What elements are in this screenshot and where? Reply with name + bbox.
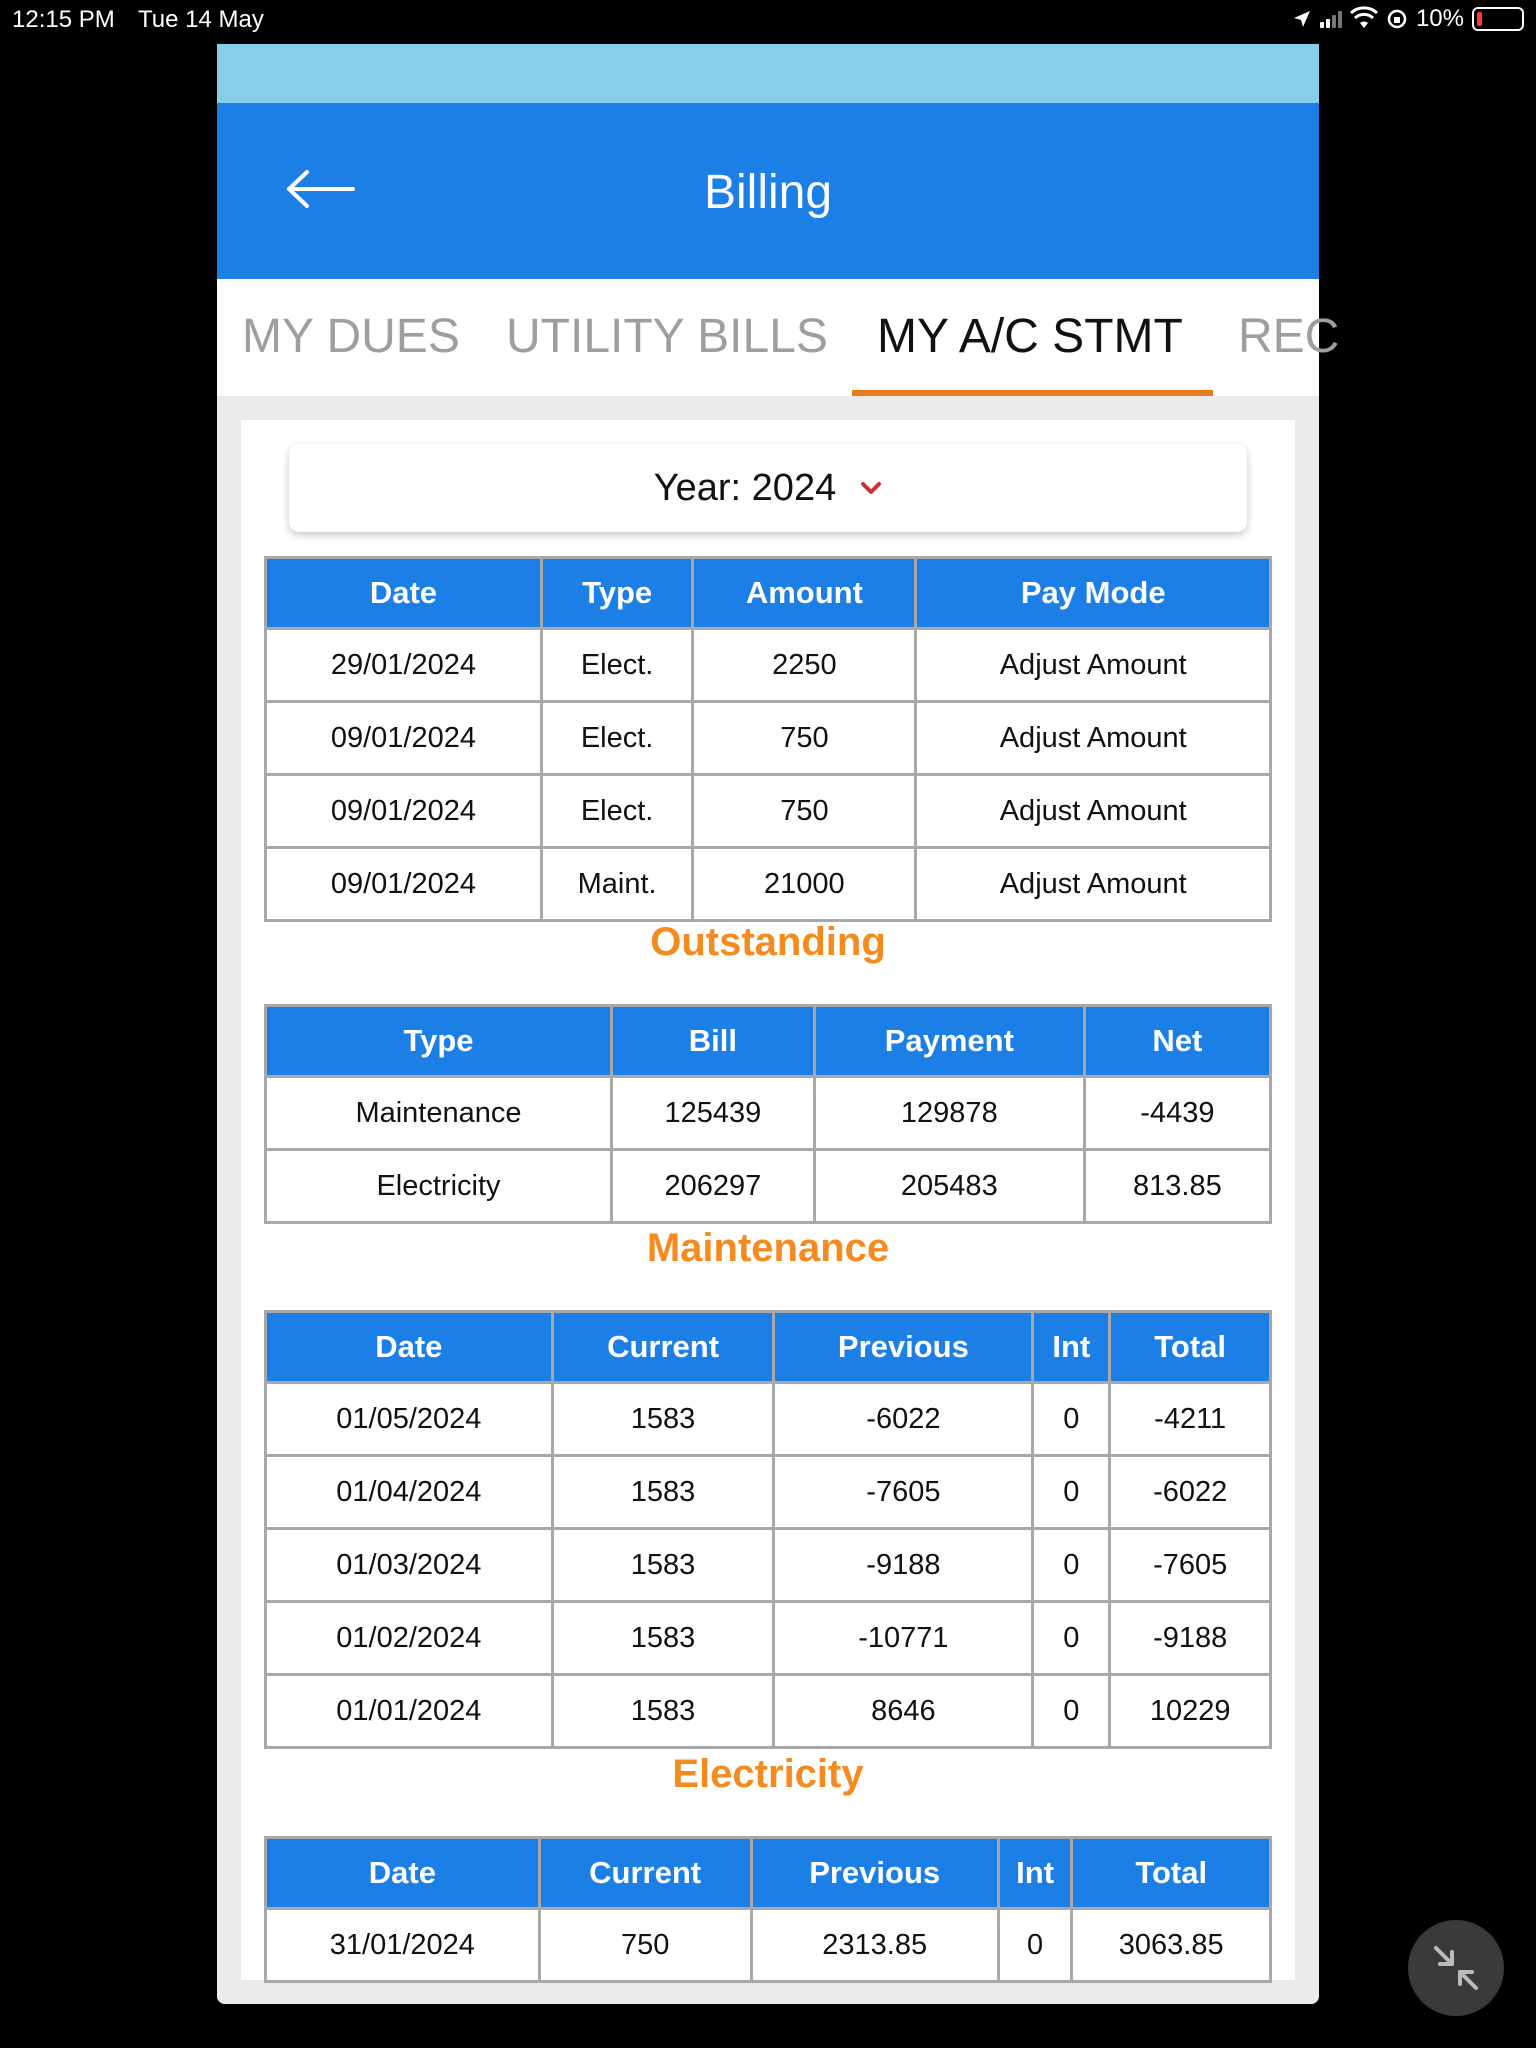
tab-bar xyxy=(217,279,1340,396)
table-row xyxy=(267,1530,1269,1600)
column-header: Total xyxy=(1073,1839,1269,1907)
column-header: Int xyxy=(1034,1313,1108,1381)
column-header: Date xyxy=(267,559,540,627)
table-cell: 1583 xyxy=(554,1457,773,1527)
table-cell: Elect. xyxy=(543,703,691,773)
table-cell: 0 xyxy=(1034,1457,1108,1527)
table-cell: 813.85 xyxy=(1086,1151,1269,1221)
table-cell: 205483 xyxy=(816,1151,1083,1221)
table-cell: 206297 xyxy=(613,1151,813,1221)
table-cell: 0 xyxy=(1034,1676,1108,1746)
table-cell: 1583 xyxy=(554,1384,773,1454)
cellular-signal-icon xyxy=(1320,10,1342,28)
table-cell: 1583 xyxy=(554,1530,773,1600)
table-cell: 1583 xyxy=(554,1603,773,1673)
table-cell: 750 xyxy=(694,703,914,773)
table-cell: -9188 xyxy=(775,1530,1031,1600)
table-cell: Maintenance xyxy=(267,1078,610,1148)
table-cell: -7605 xyxy=(1111,1530,1269,1600)
table-header-row xyxy=(267,1839,1269,1907)
table-cell: 01/05/2024 xyxy=(267,1384,551,1454)
column-header: Payment xyxy=(816,1007,1083,1075)
table-row xyxy=(267,849,1269,919)
column-header: Pay Mode xyxy=(917,559,1269,627)
table-cell: 01/04/2024 xyxy=(267,1457,551,1527)
outstanding-table xyxy=(264,1004,1272,1224)
top-strip xyxy=(217,44,1319,103)
table-row xyxy=(267,1151,1269,1221)
table-header-row xyxy=(267,1313,1269,1381)
status-bar xyxy=(0,0,1536,40)
table-row xyxy=(267,1603,1269,1673)
table-cell: 09/01/2024 xyxy=(267,703,540,773)
table-cell: 129878 xyxy=(816,1078,1083,1148)
maintenance-table xyxy=(264,1310,1272,1749)
table-cell: 09/01/2024 xyxy=(267,776,540,846)
column-header: Current xyxy=(541,1839,750,1907)
electricity-table xyxy=(264,1836,1272,1983)
statement-card xyxy=(241,420,1295,1980)
column-header: Current xyxy=(554,1313,773,1381)
table-cell: 01/03/2024 xyxy=(267,1530,551,1600)
status-icons xyxy=(1292,5,1524,33)
table-cell: 10229 xyxy=(1111,1676,1269,1746)
table-cell: Maint. xyxy=(543,849,691,919)
column-header: Type xyxy=(543,559,691,627)
column-header: Int xyxy=(1000,1839,1071,1907)
year-dropdown[interactable] xyxy=(289,444,1247,532)
table-cell: -4439 xyxy=(1086,1078,1269,1148)
table-cell: Elect. xyxy=(543,630,691,700)
table-cell: 0 xyxy=(1034,1530,1108,1600)
table-row xyxy=(267,1384,1269,1454)
column-header: Type xyxy=(267,1007,610,1075)
table-cell: 2250 xyxy=(694,630,914,700)
table-cell: Elect. xyxy=(543,776,691,846)
rotation-lock-icon xyxy=(1386,8,1408,30)
table-cell: Adjust Amount xyxy=(917,849,1269,919)
table-cell: -6022 xyxy=(775,1384,1031,1454)
table-cell: Adjust Amount xyxy=(917,630,1269,700)
table-cell: -7605 xyxy=(775,1457,1031,1527)
table-row xyxy=(267,1457,1269,1527)
wifi-icon xyxy=(1350,8,1378,30)
table-cell: 21000 xyxy=(694,849,914,919)
column-header: Date xyxy=(267,1839,538,1907)
table-row xyxy=(267,1910,1269,1980)
chevron-down-icon xyxy=(860,481,882,495)
column-header: Net xyxy=(1086,1007,1269,1075)
location-arrow-icon xyxy=(1292,9,1312,29)
maintenance-heading: Maintenance xyxy=(646,1226,890,1270)
table-cell: 01/02/2024 xyxy=(267,1603,551,1673)
table-header-row xyxy=(267,559,1269,627)
table-cell: -4211 xyxy=(1111,1384,1269,1454)
table-cell: Electricity xyxy=(267,1151,610,1221)
table-cell: -10771 xyxy=(775,1603,1031,1673)
table-cell: 31/01/2024 xyxy=(267,1910,538,1980)
table-cell: 125439 xyxy=(613,1078,813,1148)
table-cell: Adjust Amount xyxy=(917,776,1269,846)
content-background xyxy=(217,396,1319,2004)
tab-receipts[interactable]: REC xyxy=(1238,310,1340,363)
status-time: 12:15 PM xyxy=(12,6,115,33)
table-cell: -6022 xyxy=(1111,1457,1269,1527)
table-cell: 750 xyxy=(541,1910,750,1980)
collapse-arrows-icon xyxy=(1430,1942,1482,1994)
table-cell: 3063.85 xyxy=(1073,1910,1269,1980)
table-cell: 0 xyxy=(1034,1603,1108,1673)
table-row xyxy=(267,703,1269,773)
column-header: Previous xyxy=(753,1839,997,1907)
table-cell: -9188 xyxy=(1111,1603,1269,1673)
table-cell: 0 xyxy=(1034,1384,1108,1454)
table-cell: 1583 xyxy=(554,1676,773,1746)
table-row xyxy=(267,776,1269,846)
table-row xyxy=(267,1078,1269,1148)
app-bar xyxy=(217,103,1319,279)
payments-table xyxy=(264,556,1272,922)
table-cell: 29/01/2024 xyxy=(267,630,540,700)
electricity-heading: Electricity xyxy=(672,1752,864,1796)
table-cell: 8646 xyxy=(775,1676,1031,1746)
page-title: Billing xyxy=(703,166,833,219)
column-header: Bill xyxy=(613,1007,813,1075)
tab-my-dues[interactable]: MY DUES xyxy=(242,310,460,363)
table-cell: 0 xyxy=(1000,1910,1071,1980)
table-cell: 2313.85 xyxy=(753,1910,997,1980)
tab-utility-bills[interactable]: UTILITY BILLS xyxy=(506,310,828,363)
battery-percent: 10% xyxy=(1415,5,1464,32)
table-header-row xyxy=(267,1007,1269,1075)
column-header: Total xyxy=(1111,1313,1269,1381)
table-cell: Adjust Amount xyxy=(917,703,1269,773)
tab-my-ac-stmt[interactable]: MY A/C STMT xyxy=(877,310,1183,363)
column-header: Previous xyxy=(775,1313,1031,1381)
table-row xyxy=(267,630,1269,700)
table-cell: 750 xyxy=(694,776,914,846)
table-row xyxy=(267,1676,1269,1746)
table-cell: 01/01/2024 xyxy=(267,1676,551,1746)
outstanding-heading: Outstanding xyxy=(650,920,886,964)
column-header: Amount xyxy=(694,559,914,627)
status-date: Tue 14 May xyxy=(138,6,264,33)
battery-icon xyxy=(1472,7,1524,31)
year-dropdown-label: Year: 2024 xyxy=(653,466,837,509)
column-header: Date xyxy=(267,1313,551,1381)
minimize-button[interactable] xyxy=(1408,1920,1504,2016)
table-cell: 09/01/2024 xyxy=(267,849,540,919)
